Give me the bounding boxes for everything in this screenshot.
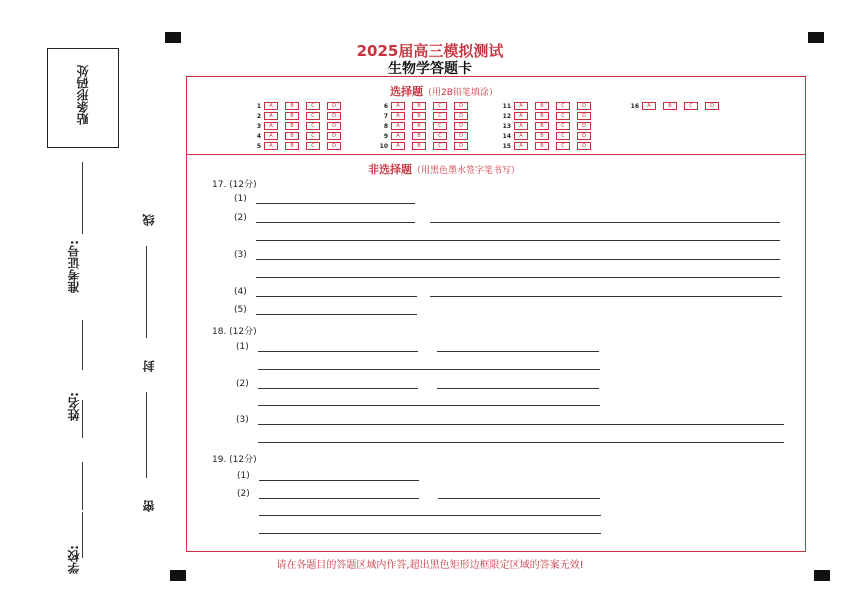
registration-mark-bottom-right [814,570,830,581]
choice-bubble[interactable]: B [285,142,299,150]
question-17-part-5: (5) [234,305,247,315]
choice-bubble[interactable]: C [433,142,447,150]
school-field[interactable] [82,512,83,558]
choice-bubble[interactable]: A [514,102,528,110]
answer-line[interactable] [259,533,601,534]
question-18-part-1: (1) [236,342,249,352]
answer-line[interactable] [258,388,418,389]
question-17-part-3: (3) [234,250,247,260]
answer-sheet-title: 生物学答题卡 [388,61,472,77]
choice-bubble[interactable]: C [306,122,320,130]
choice-bubble[interactable]: A [264,122,278,130]
choice-row [498,141,598,151]
choice-bubble[interactable]: A [514,142,528,150]
choice-bubble[interactable]: B [412,102,426,110]
answer-line[interactable] [258,351,418,352]
choice-question-number: 4 [256,132,261,140]
choice-bubble[interactable]: A [642,102,656,110]
choice-bubble[interactable]: D [454,102,468,110]
exam-id-field[interactable] [82,162,83,234]
choice-bubble[interactable]: D [577,122,591,130]
seal-char-secret: 密 [142,500,156,512]
choice-question-number: 14 [502,132,511,140]
choice-bubble[interactable]: B [535,142,549,150]
answer-line[interactable] [259,498,419,499]
choice-row [626,101,726,111]
question-17-part-4: (4) [234,287,247,297]
choice-bubble[interactable]: A [391,122,405,130]
seal-line-segment [146,246,147,338]
choice-question-number: 5 [256,142,261,150]
answer-line[interactable] [256,277,780,278]
choice-row [375,131,475,141]
choice-question-number: 3 [256,122,261,130]
question-19-part-2: (2) [237,489,250,499]
question-17-part-1: (1) [234,194,247,204]
choice-row [498,131,598,141]
choice-bubble[interactable]: D [577,102,591,110]
answer-line[interactable] [258,424,784,425]
choice-bubble[interactable]: B [412,132,426,140]
answer-line[interactable] [259,515,601,516]
answer-line[interactable] [438,498,600,499]
choice-bubble[interactable]: C [433,112,447,120]
choice-bubble[interactable]: D [454,122,468,130]
choice-bubble[interactable]: B [285,102,299,110]
choice-bubble[interactable]: A [264,102,278,110]
choice-bubble[interactable]: D [327,102,341,110]
answer-line[interactable] [256,222,415,223]
choice-bubble[interactable]: C [433,102,447,110]
choice-question-number: 16 [630,102,639,110]
choice-section-title [390,83,498,99]
choice-question-number: 2 [256,112,261,120]
choice-question-number: 11 [502,102,511,110]
seal-char-line: 线 [142,214,156,226]
choice-bubble[interactable]: B [535,102,549,110]
answer-line[interactable] [256,259,780,260]
choice-question-number: 13 [502,122,511,130]
choice-bubble[interactable]: A [514,132,528,140]
choice-bubble[interactable]: B [535,122,549,130]
choice-bubble[interactable]: D [327,142,341,150]
name-field[interactable] [82,400,83,438]
choice-bubble[interactable]: A [514,122,528,130]
answer-line[interactable] [256,240,780,241]
choice-row [375,121,475,131]
exam-id-field-lower[interactable] [82,320,83,370]
choice-bubble[interactable]: C [556,132,570,140]
choice-bubble[interactable]: B [285,122,299,130]
seal-line-segment [146,392,147,478]
question-18-part-2: (2) [236,379,249,389]
choice-bubble[interactable]: C [433,122,447,130]
choice-column [375,101,475,151]
question-17-part-2: (2) [234,213,247,223]
choice-bubble[interactable]: D [577,132,591,140]
answer-line[interactable] [258,442,784,443]
choice-question-number: 8 [383,122,388,130]
name-label: 姓名: [67,392,81,421]
choice-bubble[interactable]: A [391,132,405,140]
choice-bubble[interactable]: C [306,132,320,140]
choice-bubble[interactable]: C [684,102,698,110]
answer-line[interactable] [430,296,782,297]
choice-bubble[interactable]: A [514,112,528,120]
answer-line[interactable] [256,296,417,297]
choice-row [498,121,598,131]
footer-warning: 请在各题目的答题区域内作答,超出黑色矩形边框限定区域的答案无效! [276,560,584,571]
choice-bubble[interactable]: C [433,132,447,140]
answer-line[interactable] [258,369,600,370]
nonchoice-title-text: 非选择题 [368,163,412,176]
choice-question-number: 6 [383,102,388,110]
choice-row [375,101,475,111]
choice-title-text: 选择题 [390,85,423,98]
choice-question-number: 7 [383,112,388,120]
choice-bubble[interactable]: A [264,112,278,120]
question-18-label: 18. (12分) [212,327,257,337]
choice-row [248,131,348,141]
choice-bubble[interactable]: B [412,142,426,150]
name-field-lower[interactable] [82,462,83,510]
question-19-part-1: (1) [237,471,250,481]
choice-column [248,101,348,151]
question-19-label: 19. (12分) [212,455,257,465]
choice-question-number: 12 [502,112,511,120]
choice-bubble[interactable]: C [556,102,570,110]
choice-bubble[interactable]: B [285,112,299,120]
choice-bubble[interactable]: D [577,112,591,120]
choice-bubble[interactable]: C [556,112,570,120]
answer-line[interactable] [256,314,417,315]
choice-question-number: 1 [256,102,261,110]
seal-char-seal: 封 [142,360,156,372]
answer-line[interactable] [437,388,599,389]
choice-title-note: （用2B铅笔填涂） [423,88,498,98]
choice-bubble[interactable]: B [535,112,549,120]
choice-bubble[interactable]: A [391,142,405,150]
registration-mark-bottom-left [170,570,186,581]
choice-row [248,141,348,151]
choice-row [498,111,598,121]
choice-bubble[interactable]: D [454,112,468,120]
choice-bubble[interactable]: B [412,122,426,130]
choice-bubble[interactable]: D [577,142,591,150]
choice-bubble[interactable]: D [705,102,719,110]
choice-bubble[interactable]: A [391,102,405,110]
choice-bubble[interactable]: C [556,122,570,130]
answer-line[interactable] [258,405,600,406]
choice-bubble[interactable]: D [327,112,341,120]
choice-bubble[interactable]: B [412,112,426,120]
choice-bubble[interactable]: A [264,142,278,150]
section-divider [186,154,806,155]
choice-bubble[interactable]: B [535,132,549,140]
answer-line[interactable] [259,480,419,481]
exam-title: 2025届高三模拟测试 [356,42,504,60]
choice-bubble[interactable]: D [327,132,341,140]
answer-line[interactable] [430,222,780,223]
answer-line[interactable] [256,203,415,204]
choice-question-number: 10 [379,142,388,150]
choice-row [248,111,348,121]
choice-bubble[interactable]: C [306,142,320,150]
choice-question-number: 15 [502,142,511,150]
choice-bubble[interactable]: A [391,112,405,120]
answer-line[interactable] [437,351,599,352]
nonchoice-section-title [368,161,520,177]
exam-id-label: 准考证号: [67,240,81,293]
choice-bubble[interactable]: D [454,132,468,140]
choice-bubble[interactable]: D [454,142,468,150]
choice-row [248,121,348,131]
choice-bubble[interactable]: C [556,142,570,150]
choice-bubble[interactable]: B [285,132,299,140]
choice-column [626,101,726,111]
choice-bubble[interactable]: C [306,102,320,110]
school-label: 学校: [67,545,81,574]
choice-column [498,101,598,151]
choice-bubble[interactable]: D [327,122,341,130]
question-17-label: 17. (12分) [212,180,257,190]
choice-row [498,101,598,111]
question-18-part-3: (3) [236,415,249,425]
choice-row [375,111,475,121]
choice-row [375,141,475,151]
choice-bubble[interactable]: C [306,112,320,120]
choice-bubble[interactable]: A [264,132,278,140]
nonchoice-title-note: （用黑色墨水签字笔书写） [412,166,521,176]
choice-question-number: 9 [383,132,388,140]
choice-row [248,101,348,111]
barcode-sticker-label: 贴条形码处 [76,65,90,125]
choice-bubble[interactable]: B [663,102,677,110]
